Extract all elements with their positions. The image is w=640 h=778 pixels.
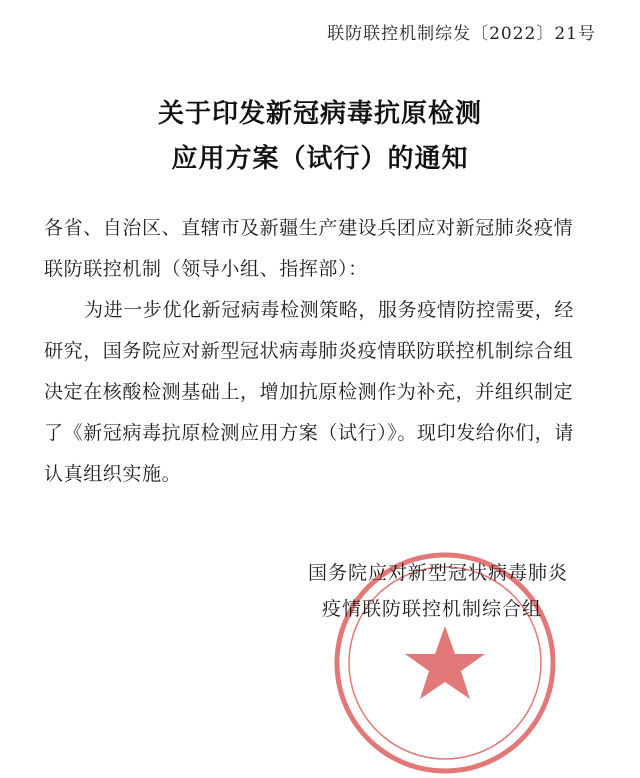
document-body: [44, 208, 604, 495]
body-line-2: 联防联控机制（领导小组、指挥部）：: [44, 258, 368, 280]
title-line-1: 关于印发新冠病毒抗原检测: [157, 99, 482, 129]
body-line-3: 为进一步优化新冠病毒检测策略，服务疫情防控需要，经: [84, 299, 575, 321]
body-line-6: 了《新冠病毒抗原检测应用方案（试行）》。现印发给你们，请: [44, 422, 574, 444]
signature-line-2: 疫情联防联控机制综合组: [322, 598, 543, 620]
document-number: 联防联控机制综发〔2022〕21号: [327, 24, 596, 44]
signature-block: [308, 555, 568, 627]
body-line-4: 研究，国务院应对新型冠状病毒肺炎疫情联防联控机制综合组: [44, 340, 574, 362]
signature-line-1: 国务院应对新型冠状病毒肺炎: [308, 562, 569, 584]
body-line-1: 各省、自治区、直辖市及新疆生产建设兵团应对新冠肺炎疫情: [44, 217, 574, 239]
title-line-2: 应用方案（试行）的通知: [171, 144, 469, 174]
document-title: [0, 92, 640, 182]
body-line-7: 认真组织实施。: [44, 463, 182, 485]
seal-star-icon: [405, 626, 485, 699]
body-line-5: 决定在核酸检测基础上，增加抗原检测作为补充，并组织制定: [44, 381, 574, 403]
